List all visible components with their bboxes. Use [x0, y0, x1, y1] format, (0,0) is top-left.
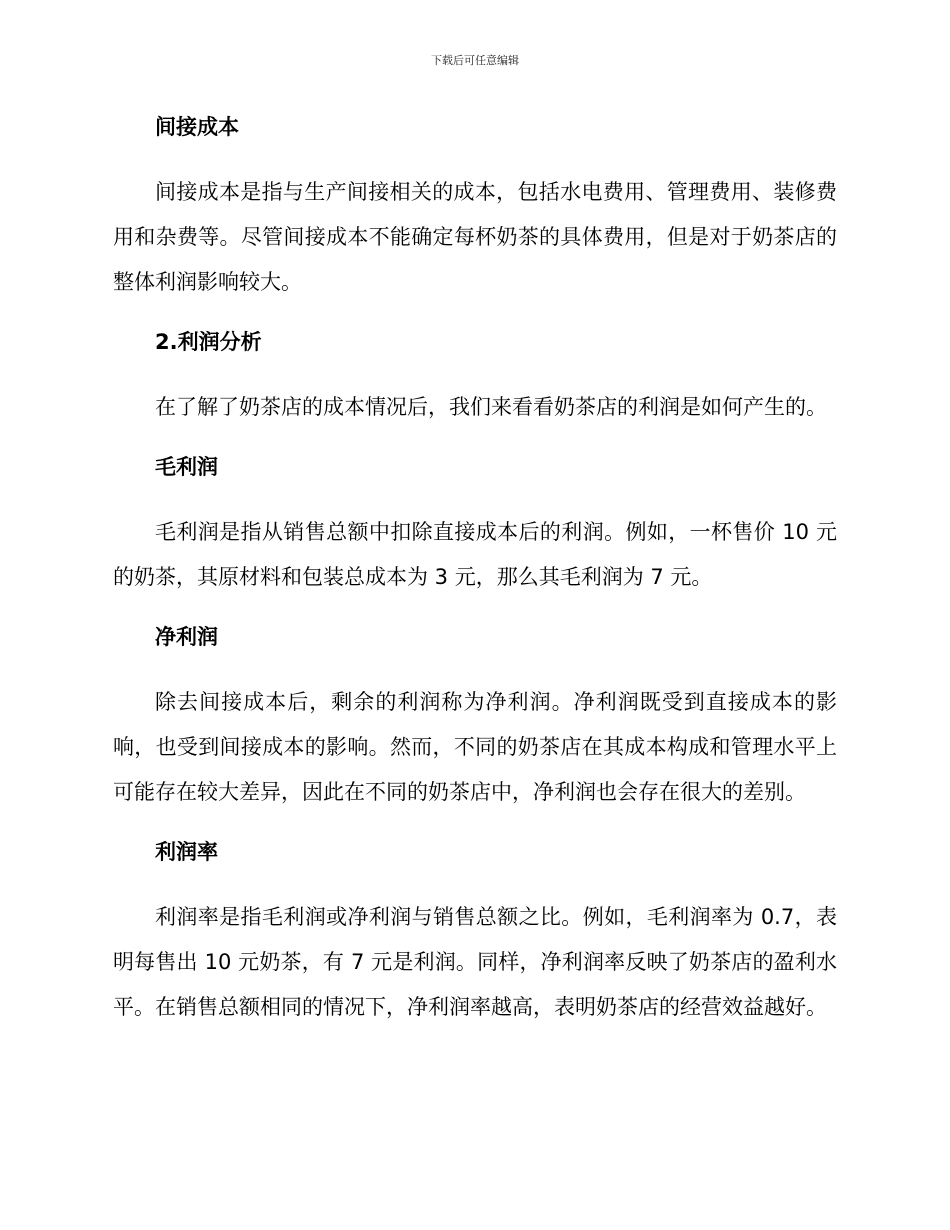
section-paragraph-profit-analysis: 在了解了奶茶店的成本情况后，我们来看看奶茶店的利润是如何产生的。 — [155, 395, 827, 419]
section-heading-indirect-cost: 间接成本 — [155, 115, 239, 139]
section-heading-net-profit: 净利润 — [155, 625, 218, 649]
section-paragraph-profit-margin: 利润率是指毛利润或净利润与销售总额之比。例如，毛利润率为 0.7，表明每售出 10 元奶茶，有 7 元是利润。同样，净利润率反映了奶茶店的盈利水平。在销售总额相同的情况下，净利润率越高，表明奶茶店的经营效益越好。 — [113, 905, 837, 1019]
section-paragraph-indirect-cost: 间接成本是指与生产间接相关的成本，包括水电费用、管理费用、装修费用和杂费等。尽管间接成本不能确定每杯奶茶的具体费用，但是对于奶茶店的整体利润影响较大。 — [113, 180, 837, 294]
section-heading-gross-profit: 毛利润 — [155, 455, 218, 479]
section-paragraph-gross-profit: 毛利润是指从销售总额中扣除直接成本后的利润。例如，一杯售价 10 元的奶茶，其原材料和包装总成本为 3 元，那么其毛利润为 7 元。 — [113, 520, 837, 589]
section-paragraph-net-profit: 除去间接成本后，剩余的利润称为净利润。净利润既受到直接成本的影响，也受到间接成本的影响。然而，不同的奶茶店在其成本构成和管理水平上可能存在较大差异，因此在不同的奶茶店中，净利润也会存在很大的差别。 — [113, 690, 837, 804]
page-header: 下载后可任意编辑 — [431, 54, 519, 67]
section-heading-profit-analysis: 2.利润分析 — [155, 330, 262, 354]
section-heading-profit-margin: 利润率 — [155, 840, 218, 864]
document-body — [113, 112, 837, 1030]
